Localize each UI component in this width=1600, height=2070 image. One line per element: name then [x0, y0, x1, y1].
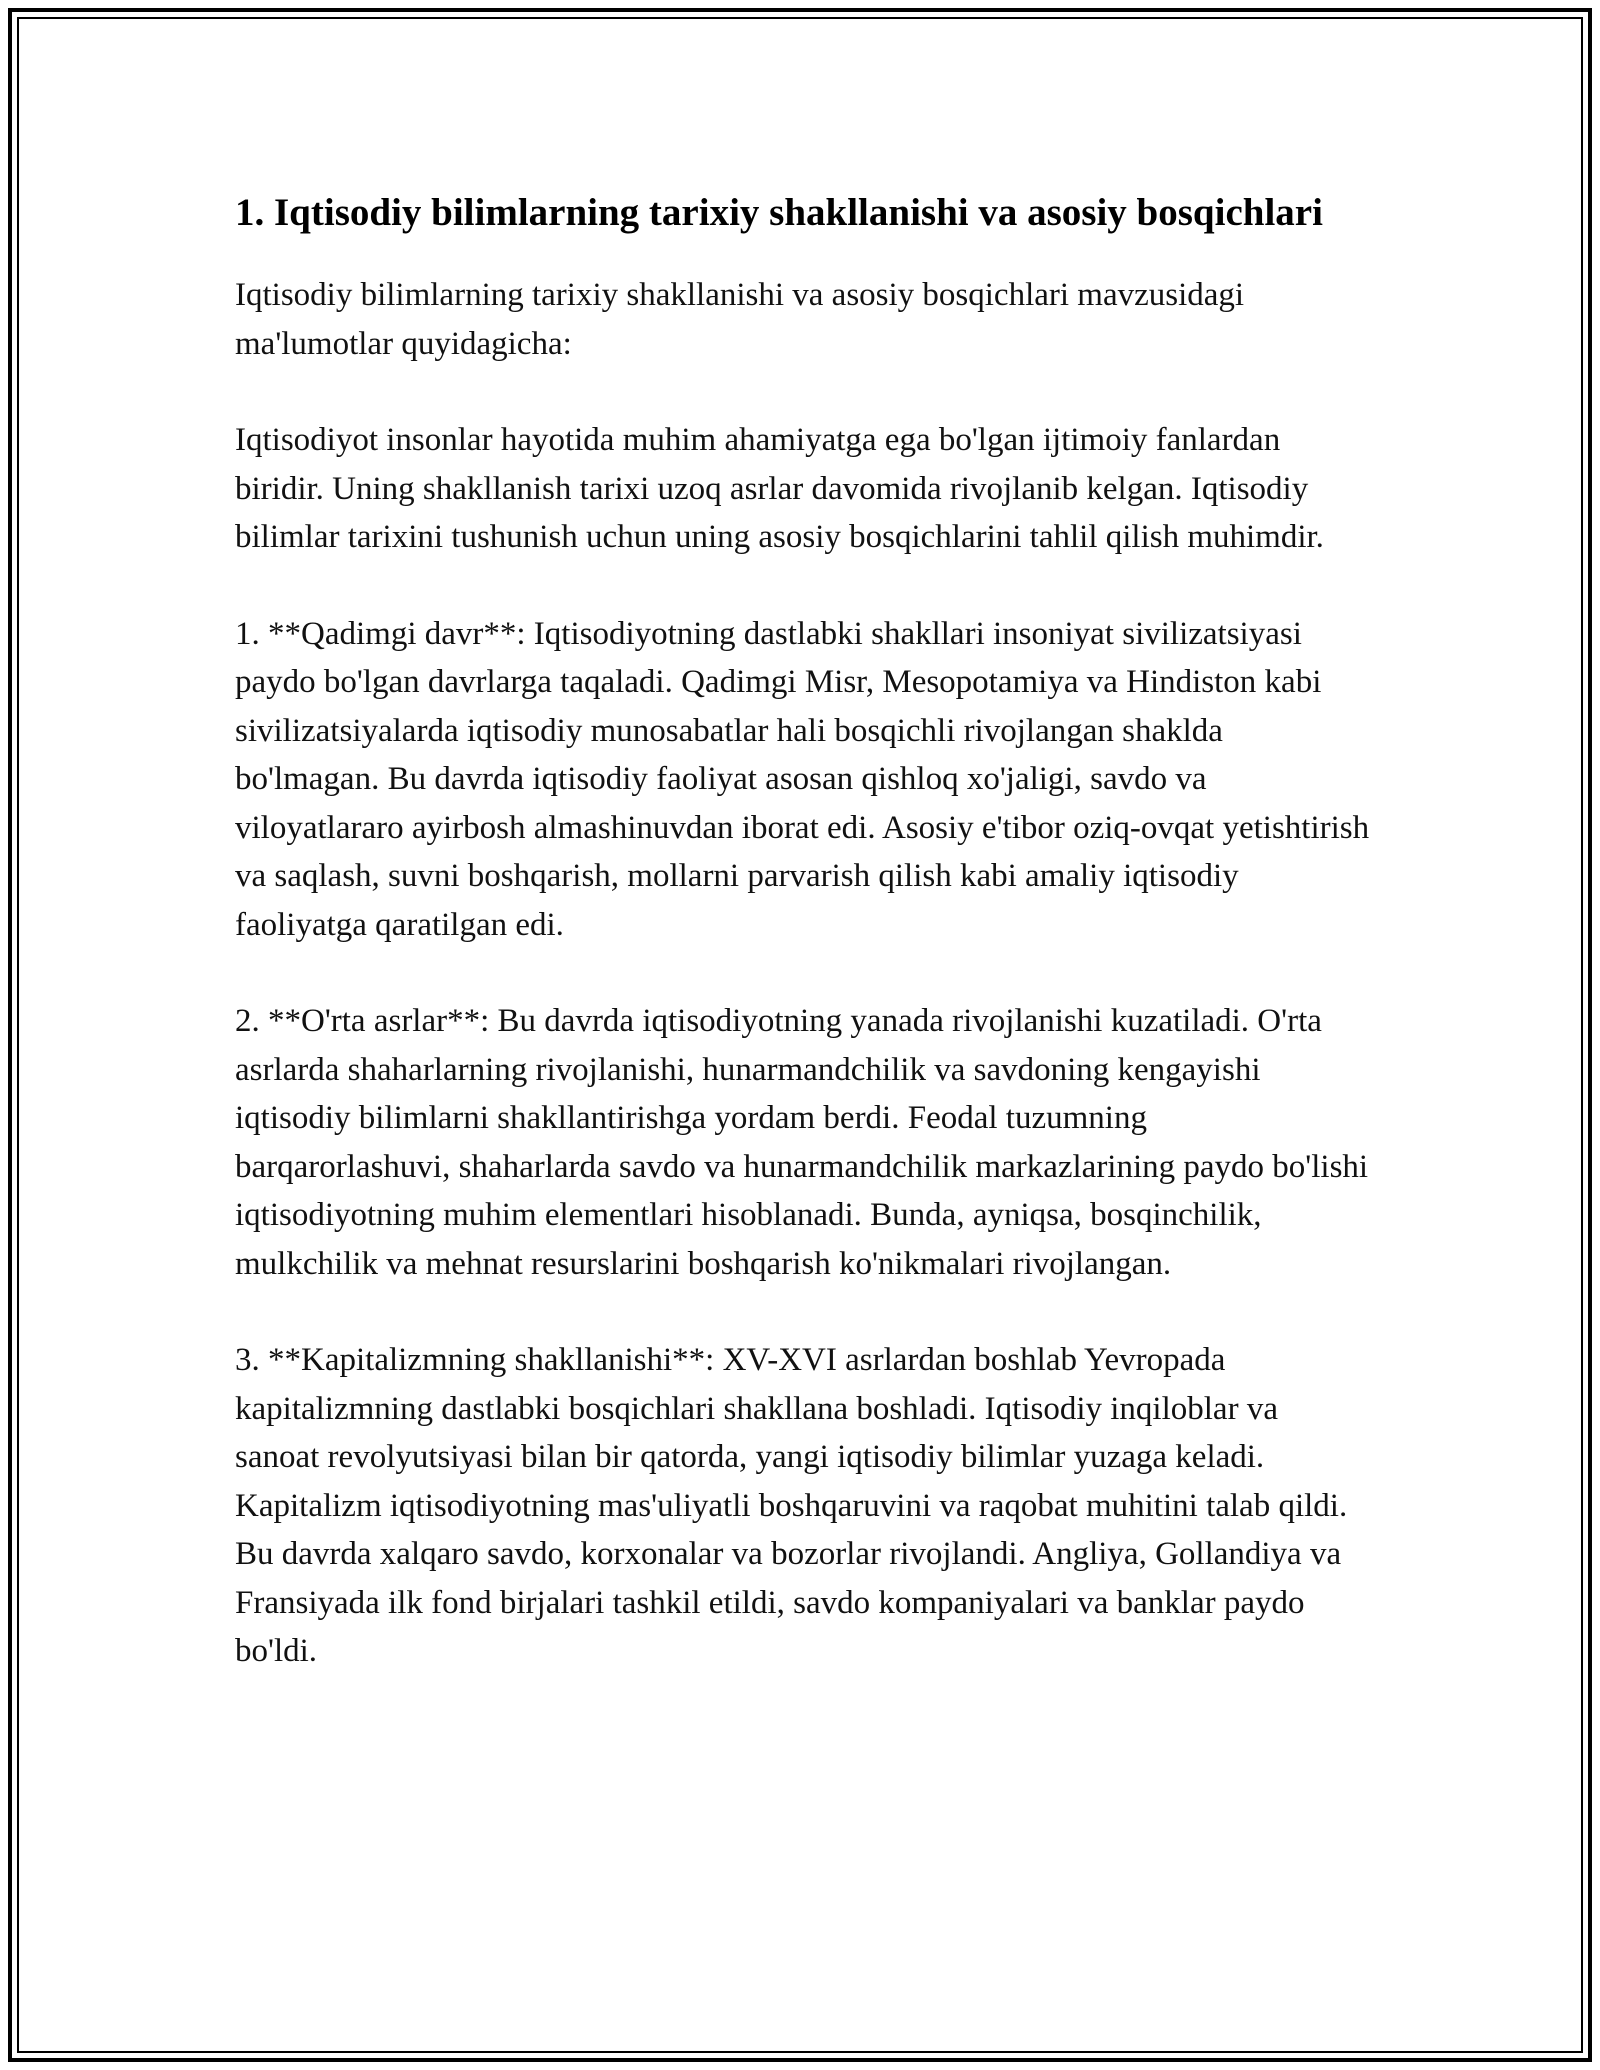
overview-paragraph: Iqtisodiyot insonlar hayotida muhim ahamiyatga ega bo'lgan ijtimoiy fanlardan biridir. Uning shakllanish tarixi uzoq asrlar davomida rivojlanib kelgan. Iqtisodiy bilimlar tarixini tushunish uchun uning asosiy bosqichlarini tahlil qilish muhimdir.: [235, 422, 1324, 555]
middle-ages-paragraph: 2. **O'rta asrlar**: Bu davrda iqtisodiyotning yanada rivojlanishi kuzatiladi. O'rta asrlarda shaharlarning rivojlanishi, hunarmandchilik va savdoning kengayishi iqtisodiy bilimlarni shakllantirishga yordam berdi. Feodal tuzumning barqarorlashuvi, shaharlarda savdo va hunarmandchilik markazlarining paydo bo'lishi iqtisodiyotning muhim elementlari hisoblanadi. Bunda, ayniqsa, bosqinchilik, mulkchilik va mehnat resurslarini boshqarish ko'nikmalari rivojlangan.: [235, 1003, 1369, 1282]
document-body: [235, 185, 1370, 1724]
capitalism-paragraph: 3. **Kapitalizmning shakllanishi**: XV-XVI asrlardan boshlab Yevropada kapitalizmning dastlabki bosqichlari shakllana boshladi. Iqtisodiy inqiloblar va sanoat revolyutsiyasi bilan bir qatorda, yangi iqtisodiy bilimlar yuzaga keladi. Kapitalizm iqtisodiyotning mas'uliyatli boshqaruvini va raqobat muhitini talab qildi. Bu davrda xalqaro savdo, korxonalar va bozorlar rivojlandi. Angliya, Gollandiya va Fransiyada ilk fond birjalari tashkil etildi, savdo kompaniyalari va banklar paydo bo'ldi.: [235, 1342, 1348, 1669]
page-title: 1. Iqtisodiy bilimlarning tarixiy shakllanishi va asosiy bosqichlari: [235, 191, 1323, 234]
intro-paragraph: Iqtisodiy bilimlarning tarixiy shakllanishi va asosiy bosqichlari mavzusidagi ma'lumotlar quyidagicha:: [235, 277, 1245, 362]
ancient-period-paragraph: 1. **Qadimgi davr**: Iqtisodiyotning dastlabki shakllari insoniyat sivilizatsiyasi paydo bo'lgan davrlarga taqaladi. Qadimgi Misr, Mesopotamiya va Hindiston kabi sivilizatsiyalarda iqtisodiy munosabatlar hali bosqichli rivojlangan shaklda bo'lmagan. Bu davrda iqtisodiy faoliyat asosan qishloq xo'jaligi, savdo va viloyatlararo ayirbosh almashinuvdan iborat edi. Asosiy e'tibor oziq-ovqat yetishtirish va saqlash, suvni boshqarish, mollarni parvarish qilish kabi amaliy iqtisodiy faoliyatga qaratilgan edi.: [235, 615, 1370, 943]
